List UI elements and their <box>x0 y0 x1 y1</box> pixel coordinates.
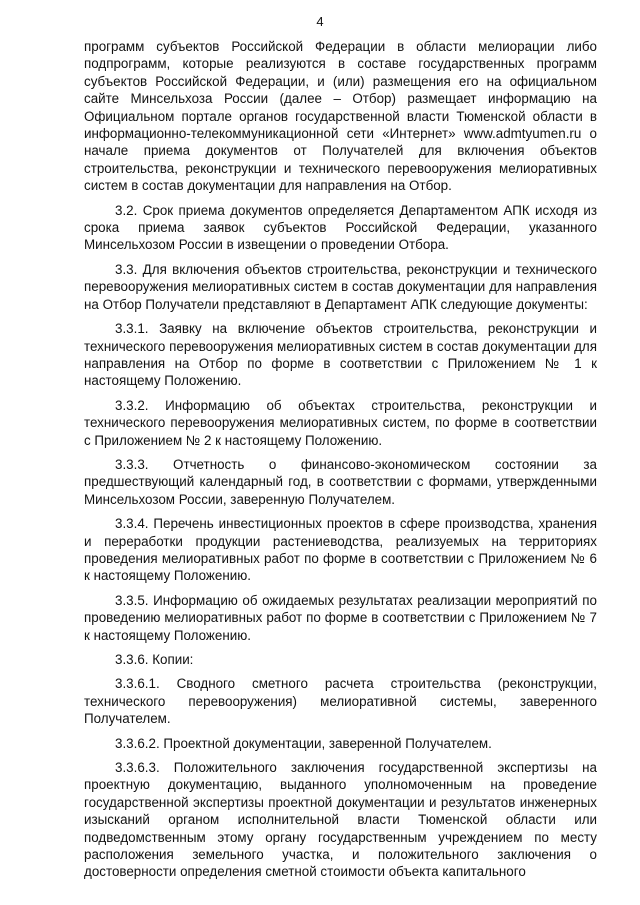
paragraph-3-2: 3.2. Срок приема документов определяется Департаментом АПК исходя из срока приема заявок субъектов Российской Федерации, указанного Минсельхозом России в извещении о проведении Отбора. <box>84 202 597 253</box>
paragraph-3-3-6-1: 3.3.6.1. Сводного сметного расчета строительства (реконструкции, технического перевооружения) мелиоративной системы, заверенного Получателем. <box>84 676 597 727</box>
paragraph-3-3-6-2: 3.3.6.2. Проектной документации, заверенной Получателем. <box>115 735 492 751</box>
page-number: 4 <box>316 14 324 29</box>
paragraph-3-3-4: 3.3.4. Перечень инвестиционных проектов в сфере производства, хранения и переработки продукции растениеводства, реализуемых на территориях проведения мелиоративных работ по форме в соответствии с Приложением № 6 к настоящему Положению. <box>84 516 597 584</box>
paragraph-3-3: 3.3. Для включения объектов строительства, реконструкции и технического перевооружения мелиоративных систем в состав документации для направления на Отбор Получатели представляют в Департамент АПК следующие документы: <box>84 261 597 312</box>
paragraph-3-3-3: 3.3.3. Отчетность о финансово-экономическом состоянии за предшествующий календарный год, в соответствии с формами, утвержденными Минсельхозом России, заверенную Получателем. <box>84 456 597 507</box>
paragraph-3-3-1: 3.3.1. Заявку на включение объектов строительства, реконструкции и технического перевооружения мелиоративных систем в состав документации для направления на Отбор по форме в соответствии с Приложением № 1 к настоящему Положению. <box>84 321 597 389</box>
paragraph-continuation: программ субъектов Российской Федерации в области мелиорации либо подпрограмм, которые реализуются в составе государственных программ субъектов Российской Федерации, и (или) размещения его на официальном сайте Минсельхоза России (далее – Отбор) размещает информацию на Официальном портале органов государственной власти Тюменской области в информационно-телекоммуникационной сети «Интернет» www.admtyumen.ru о начале приема документов от Получателей для включения объектов строительства, реконструкции и технического перевооружения мелиоративных систем в состав документации для направления на Отбор. <box>84 39 597 194</box>
paragraph-3-3-6-3: 3.3.6.3. Положительного заключения государственной экспертизы на проектную документацию, выданного уполномоченным на проведение государственной экспертизы проектной документации и результатов инженерных изысканий органом исполнительной власти Тюменской области или подведомственным этому органу государственным учреждением по месту расположения земельного участка, и положительного заключения о достоверности определения сметной стоимости объекта капитального <box>84 760 597 880</box>
document-body <box>84 38 597 888</box>
paragraph-3-3-2: 3.3.2. Информацию об объектах строительства, реконструкции и технического перевооружения мелиоративных систем, по форме в соответствии с Приложением № 2 к настоящему Положению. <box>84 397 597 448</box>
paragraph-3-3-5: 3.3.5. Информацию об ожидаемых результатах реализации мероприятий по проведению мелиоративных работ по форме в соответствии с Приложением № 7 к настоящему Положению. <box>84 592 597 643</box>
paragraph-3-3-6: 3.3.6. Копии: <box>115 652 194 667</box>
